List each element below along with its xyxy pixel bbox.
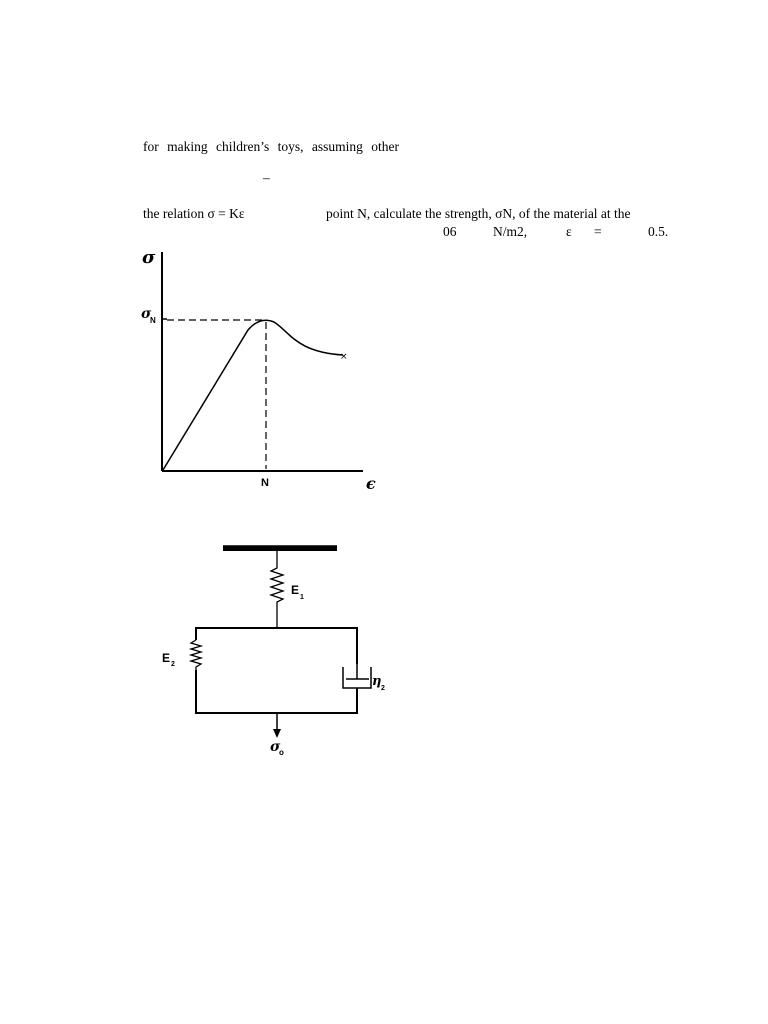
text-line-4-word: 0.5. [648, 224, 669, 239]
text-line-4-word: 06 [443, 224, 457, 239]
load-arrowhead [273, 729, 281, 738]
fracture-mark: × [340, 352, 348, 362]
dashpot-label: η [372, 674, 382, 689]
y-axis-label: σ [142, 247, 156, 268]
x-axis-label: ϵ [366, 474, 376, 493]
text-line-4-word: = [594, 224, 602, 239]
text-line-2: – [263, 170, 270, 185]
model-frame [196, 628, 357, 713]
spring-e2-label: E [162, 651, 171, 665]
ceiling-hatch [223, 546, 337, 551]
x-marker-label: N [261, 477, 269, 489]
spring-e2-subscript: 2 [171, 661, 175, 668]
load-subscript: o [279, 748, 284, 757]
spring-e1-label: E [291, 583, 300, 597]
text-line-4-word: ε [566, 224, 572, 239]
dashpot-subscript: 2 [381, 685, 385, 692]
text-line-3-right: point N, calculate the strength, σN, of the material at the [326, 206, 631, 221]
text-line-3-left: the relation σ = Kε [143, 206, 245, 221]
spring-e1 [271, 551, 283, 628]
peak-label-subscript: N [150, 316, 156, 325]
text-line-4-word: N/m2, [493, 224, 528, 239]
peak-label: σ [141, 306, 152, 322]
spring-e1-subscript: 1 [300, 594, 304, 601]
text-line-1: for making children’s toys, assuming other [143, 139, 399, 154]
load-label: σ [270, 739, 281, 755]
